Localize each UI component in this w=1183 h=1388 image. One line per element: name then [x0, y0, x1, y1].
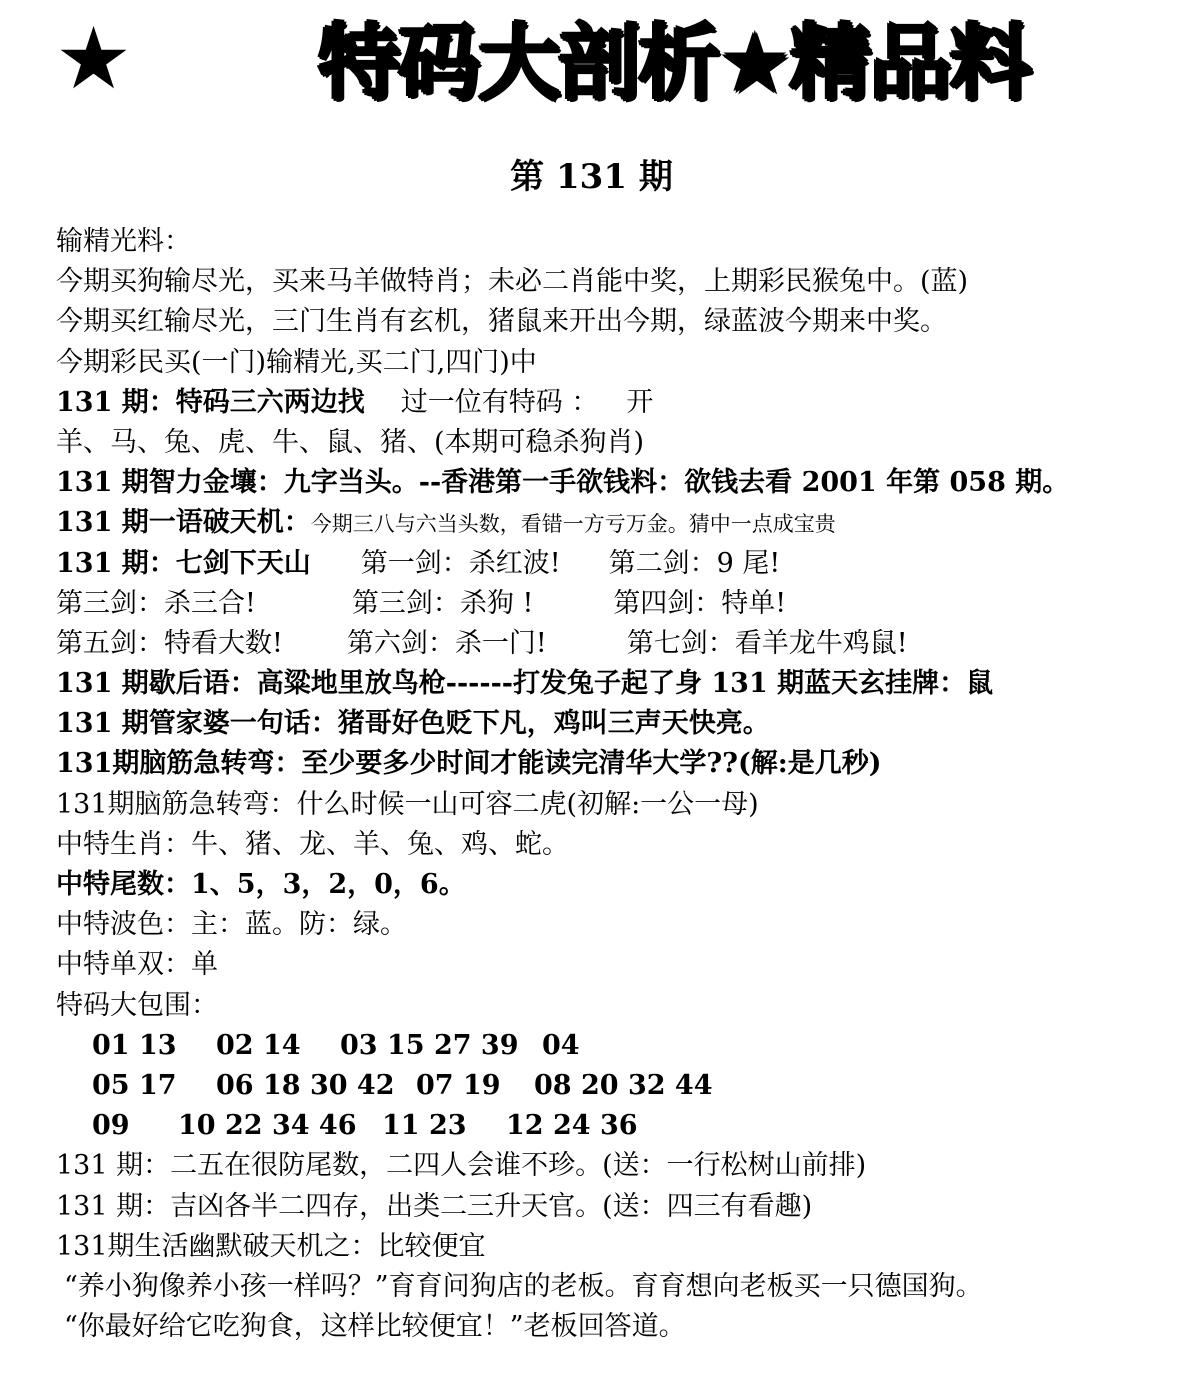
number-group: 12 24 36 — [506, 1110, 638, 1142]
text-segment: 第一剑：杀红波! — [360, 547, 561, 579]
text-line — [56, 544, 1166, 584]
number-group: 04 — [542, 1029, 580, 1061]
text-segment: 第六剑：杀一门! — [346, 627, 547, 659]
issue-title: 第 131 期 — [510, 157, 673, 197]
banner-title: 特码大剖析★精品料 — [318, 16, 1030, 111]
text-segment: 第三剑：杀三合! — [56, 587, 256, 619]
number-group: 06 18 30 42 — [216, 1069, 395, 1101]
text-line: 131期生活幽默破天机之：比较便宜 — [56, 1230, 486, 1262]
text-line: 羊、马、兔、虎、牛、鼠、猪、(本期可稳杀狗肖) — [56, 426, 645, 458]
text-segment: 开 — [626, 386, 654, 418]
text-line: 131 期歇后语：高粱地里放鸟枪------打发兔子起了身 131 期蓝天玄挂牌：鼠 — [56, 668, 994, 700]
number-group: 03 15 27 39 — [340, 1029, 519, 1061]
number-group: 10 22 34 46 — [178, 1110, 357, 1142]
text-line: 今期彩民买(一门)输精光,买二门,四门)中 — [56, 346, 537, 378]
number-group: 08 20 32 44 — [534, 1069, 713, 1101]
text-segment: 131 期：七剑下天山 — [56, 547, 311, 579]
text-line: 131期脑筋急转弯：至少要多少时间才能读完清华大学??(解:是几秒) — [56, 748, 882, 780]
text-segment: 第四剑：特单! — [613, 587, 787, 619]
text-line: 131 期：二五在很防尾数，二四人会谁不珍。(送：一行松树山前排) — [56, 1150, 867, 1182]
banner — [0, 0, 1183, 130]
text-segment: 第五剑：特看大数! — [56, 627, 283, 659]
section-heading: 输精光料： — [56, 226, 191, 257]
number-group: 11 23 — [382, 1110, 467, 1142]
number-row — [56, 1066, 1166, 1106]
text-line — [56, 624, 1166, 664]
text-segment: 今期三八与六当头数，看错一方亏万金。猜中一点成宝贵 — [310, 512, 836, 537]
number-group: 07 19 — [416, 1069, 501, 1101]
text-line — [56, 584, 1166, 624]
text-line: 中特尾数：1、5，3，2，0，6。 — [56, 869, 466, 900]
number-group: 02 14 — [216, 1029, 301, 1061]
text-line: 中特单双：单 — [56, 949, 218, 981]
text-line — [56, 503, 1166, 543]
text-segment: 过一位有特码 ： — [400, 386, 599, 418]
content-body — [56, 222, 1166, 1347]
text-line: “你最好给它吃狗食，这样比较便宜！”老板回答道。 — [64, 1311, 686, 1343]
number-group: 05 17 — [92, 1069, 177, 1101]
number-row — [56, 1026, 1166, 1066]
text-segment: 第二剑：9 尾! — [608, 547, 781, 579]
text-line: 131 期：吉凶各半二四存，出类二三升天官。(送：四三有看趣) — [56, 1190, 813, 1222]
text-segment: 131 期：特码三六两边找 — [56, 386, 365, 418]
section-heading: 特码大包围： — [56, 989, 218, 1021]
text-line: 131 期智力金壤：九字当头。--香港第一手欲钱料：欲钱去看 2001 年第 058 期。 — [56, 467, 1070, 499]
text-line: 今期买狗输尽光，买来马羊做特肖；未必二肖能中奖，上期彩民猴兔中。(蓝) — [56, 266, 969, 298]
text-segment: 第三剑：杀狗 ! — [351, 587, 534, 619]
text-line: 131 期管家婆一句话：猪哥好色贬下凡，鸡叫三声天快亮。 — [56, 708, 770, 740]
text-segment: 131 期一语破天机： — [56, 507, 311, 539]
text-segment: 第七剑：看羊龙牛鸡鼠! — [626, 627, 908, 659]
text-line: 中特生肖：牛、猪、龙、羊、兔、鸡、蛇。 — [56, 828, 569, 860]
text-line: 131期脑筋急转弯：什么时候一山可容二虎(初解:一公一母) — [56, 788, 759, 820]
number-group: 09 — [92, 1110, 130, 1142]
text-line: 今期买红输尽光，三门生肖有玄机，猪鼠来开出今期，绿蓝波今期来中奖。 — [56, 306, 947, 338]
star-icon: ★ — [55, 9, 133, 109]
text-line — [56, 383, 1166, 423]
text-line: “养小狗像养小孩一样吗？”育育问狗店的老板。育育想向老板买一只德国狗。 — [64, 1270, 983, 1302]
number-group: 01 13 — [92, 1029, 177, 1061]
number-row — [56, 1106, 1166, 1146]
text-line: 中特波色：主：蓝。防：绿。 — [56, 909, 407, 941]
